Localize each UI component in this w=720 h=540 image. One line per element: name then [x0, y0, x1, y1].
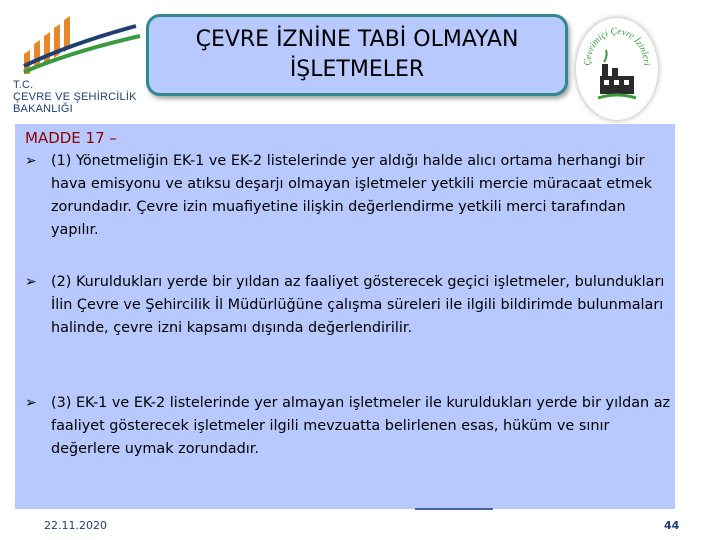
cevrimici-cevre-izinleri-badge — [576, 18, 658, 120]
ministry-line-1: T.C. — [13, 79, 34, 91]
arrow-bullet-icon: ➢ — [25, 274, 37, 290]
badge-text: Çevrimiçi Çevre İzinleri — [582, 26, 652, 67]
factory-icon — [598, 50, 636, 98]
badge-graphic — [576, 18, 658, 120]
slide-title-box — [146, 14, 568, 96]
arrow-bullet-icon: ➢ — [25, 395, 37, 411]
slide-title-line-2: İŞLETMELER — [289, 57, 425, 82]
article-item-text: (2) Kuruldukları yerde bir yıldan az faaliyet gösterecek geçici işletmeler, bulundukları İlin Çevre ve Şehircilik İl Müdürlüğüne çalışma süreleri ile ilgili bildirimde bulunmaları halinde, çevre izni kapsamı dışında değerlendirilir. — [51, 274, 665, 336]
article-item-text: (1) Yönetmeliğin EK-1 ve EK-2 listelerinde yer aldığı halde alıcı ortama herhangi bir hava emisyonu ve atıksu deşarjı olmayan işletmeler yetkili mercie müracaat etmek zorundadır. Çevre izin muafiyetine ilişkin değerlendirme yetkili merci tarafından yapılır. — [51, 153, 653, 238]
page-number: 44 — [664, 519, 680, 532]
slide-title-line-1: ÇEVRE İZNİNE TABİ OLMAYAN — [195, 27, 519, 52]
underline-mark — [415, 508, 493, 510]
article-heading: MADDE 17 – — [25, 129, 117, 147]
arrow-bullet-icon: ➢ — [25, 153, 37, 169]
ministry-name — [13, 79, 137, 115]
footer-date: 22.11.2020 — [44, 519, 107, 532]
ministry-line-2: ÇEVRE VE ŞEHİRCİLİK — [13, 91, 137, 103]
content-panel — [15, 124, 675, 509]
article-item — [23, 392, 671, 461]
svg-text:Çevrimiçi Çevre İzinleri — [583, 27, 651, 67]
article-item — [23, 150, 671, 242]
ministry-line-3: BAKANLIĞI — [13, 103, 73, 115]
ministry-logo — [10, 14, 145, 124]
article-item — [23, 271, 671, 340]
article-item-text: (3) EK-1 ve EK-2 listelerinde yer almayan işletmeler ile kuruldukları yerde bir yıldan az faaliyet gösterecek işletmeler ilgili mevzuatta belirlenen esas, hüküm ve sınır değerlere uymak zorundadır. — [51, 395, 671, 457]
ministry-logo-icon — [10, 14, 145, 74]
